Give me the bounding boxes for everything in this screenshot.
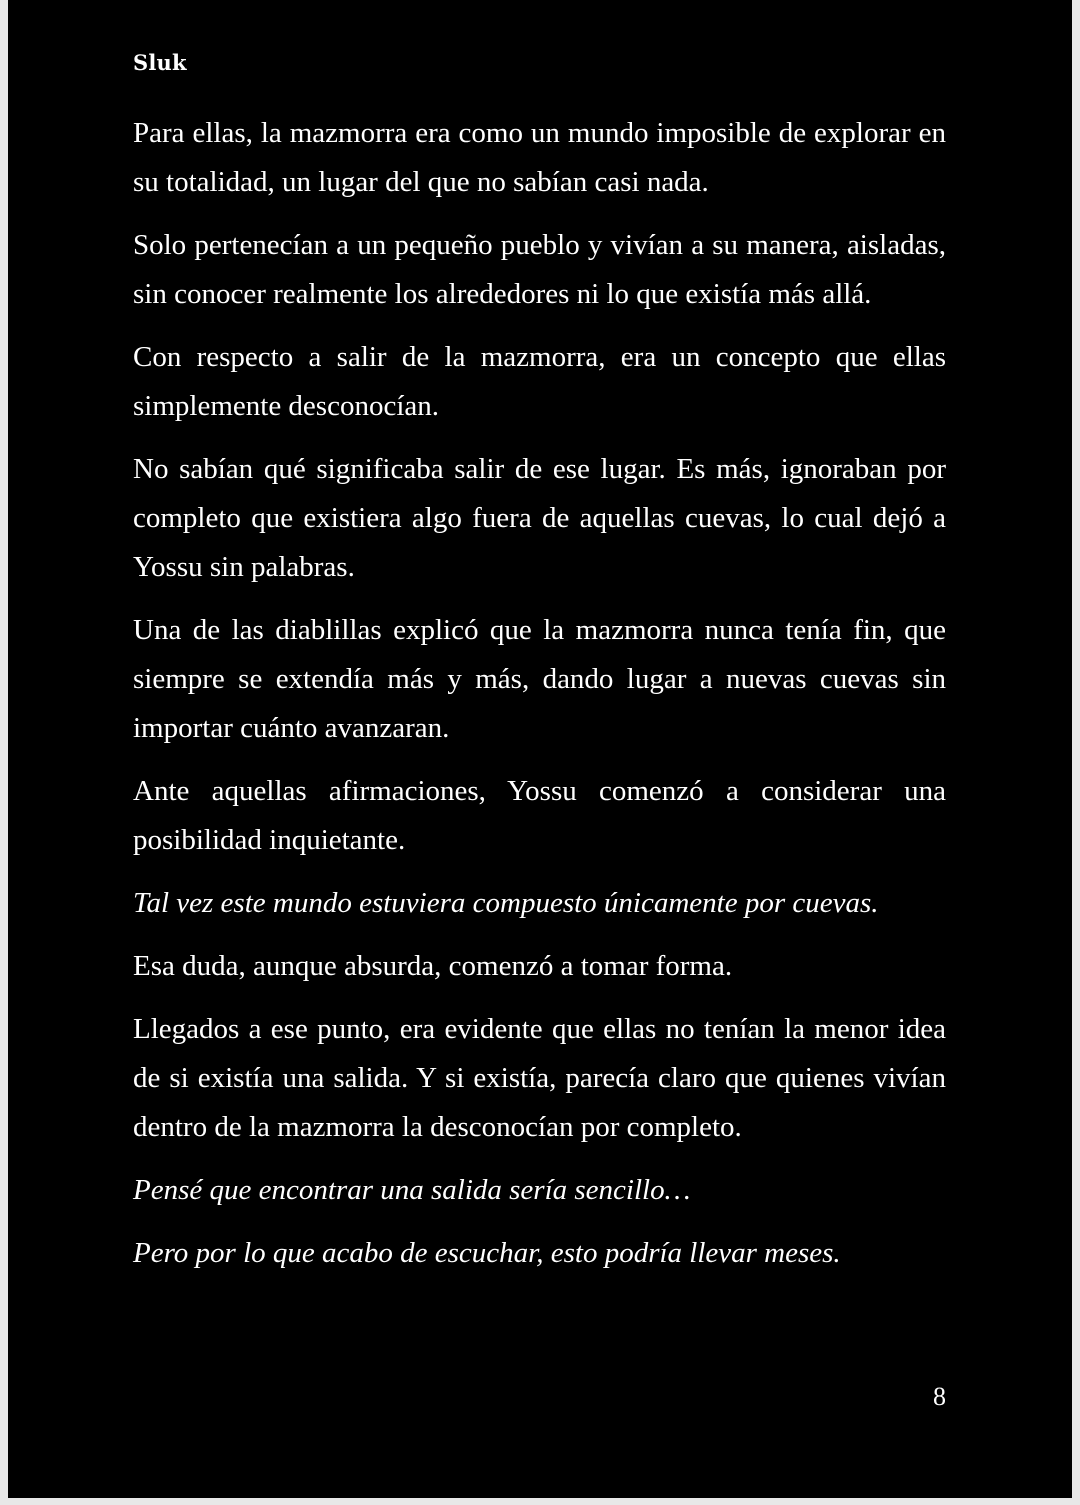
paragraph: Solo pertenecían a un pequeño pueblo y vivían a su manera, aisladas, sin conocer realmente los alrededores ni lo que existía más allá.: [133, 229, 946, 310]
paragraph: Una de las diablillas explicó que la mazmorra nunca tenía fin, que siempre se extendía más y más, dando lugar a nuevas cuevas sin importar cuánto avanzaran.: [133, 614, 946, 744]
paragraph: Con respecto a salir de la mazmorra, era un concepto que ellas simplemente desconocían.: [133, 341, 946, 422]
paragraph: Para ellas, la mazmorra era como un mundo imposible de explorar en su totalidad, un lugar del que no sabían casi nada.: [133, 117, 946, 198]
italic-thought-paragraph: Pero por lo que acabo de escuchar, esto podría llevar meses.: [133, 1237, 841, 1269]
italic-thought-paragraph: Pensé que encontrar una salida sería sencillo…: [133, 1174, 691, 1206]
paragraph: Ante aquellas afirmaciones, Yossu comenzó a considerar una posibilidad inquietante.: [133, 775, 946, 856]
italic-thought-paragraph: Tal vez este mundo estuviera compuesto únicamente por cuevas.: [133, 887, 879, 919]
paragraph: No sabían qué significaba salir de ese lugar. Es más, ignoraban por completo que existiera algo fuera de aquellas cuevas, lo cual dejó a Yossu sin palabras.: [133, 453, 946, 583]
paragraph: Llegados a ese punto, era evidente que ellas no tenían la menor idea de si existía una salida. Y si existía, parecía claro que quienes vivían dentro de la mazmorra la desconocían por completo.: [133, 1013, 946, 1143]
page-number: 8: [933, 1382, 946, 1411]
running-header-title: Sluk: [133, 50, 187, 75]
paragraph: Esa duda, aunque absurda, comenzó a tomar forma.: [133, 950, 733, 982]
book-page: [8, 0, 1072, 1498]
page-body: [133, 109, 946, 1292]
